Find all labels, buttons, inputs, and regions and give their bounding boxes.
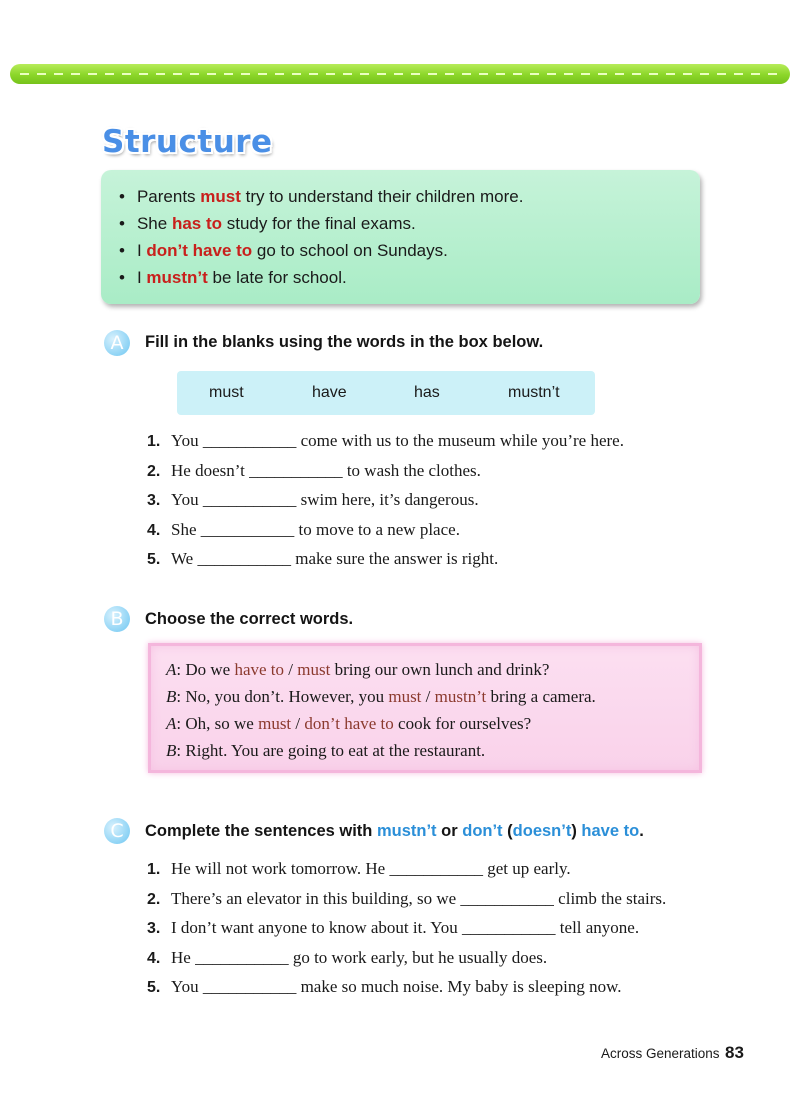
speaker-label: A xyxy=(166,714,177,733)
section-c-list xyxy=(147,859,666,1007)
structure-bullet: • Parents must try to understand their children more. xyxy=(119,183,700,210)
option-choice[interactable]: have to xyxy=(234,660,285,679)
page-number: 83 xyxy=(725,1043,744,1062)
speaker-label: A xyxy=(166,660,177,679)
list-item: 4. He ___________ go to work early, but he usually does. xyxy=(147,947,548,967)
dialog-line: B: No, you don’t. However, you must / mustn’t bring a camera. xyxy=(166,687,596,706)
section-c-badge: C xyxy=(104,818,130,844)
structure-keyword: don’t have to xyxy=(146,241,253,260)
answer-blank[interactable]: ___________ xyxy=(197,549,291,568)
option-choice[interactable]: must xyxy=(258,714,292,733)
dialog-line: A: Do we have to / must bring our own lunch and drink? xyxy=(166,660,550,679)
section-a-instruction: Fill in the blanks using the words in the box below. xyxy=(145,333,544,351)
decorative-green-stripe xyxy=(10,64,790,84)
answer-blank[interactable]: ___________ xyxy=(389,859,483,878)
option-choice[interactable]: must xyxy=(388,687,422,706)
speaker-label: B xyxy=(166,741,177,760)
structure-bullet: • I mustn’t be late for school. xyxy=(119,264,700,291)
footer-title: Across Generations xyxy=(601,1046,720,1061)
word-box-item: mustn’t xyxy=(508,384,560,401)
answer-blank[interactable]: ___________ xyxy=(460,888,554,908)
list-item: 2. He doesn’t ___________ to wash the clothes. xyxy=(147,460,481,480)
speaker-label: B xyxy=(166,687,177,706)
answer-blank[interactable]: ___________ xyxy=(202,431,297,450)
word-box xyxy=(177,371,595,415)
answer-blank[interactable]: ___________ xyxy=(462,918,556,937)
answer-blank[interactable]: ___________ xyxy=(200,519,295,539)
keyword: mustn’t xyxy=(376,822,437,840)
option-choice[interactable]: must xyxy=(297,660,331,679)
section-title: Structure xyxy=(102,124,273,160)
dialog-box xyxy=(148,643,702,773)
structure-bullet: • She has to study for the final exams. xyxy=(119,210,700,237)
list-item: 3. You ___________ swim here, it’s dangerous. xyxy=(147,490,479,509)
list-item: 5. You ___________ make so much noise. My baby is sleeping now. xyxy=(147,977,622,996)
word-box-item: must xyxy=(209,384,244,401)
keyword: have to xyxy=(581,822,640,840)
structure-keyword: mustn’t xyxy=(146,268,208,287)
answer-blank[interactable]: ___________ xyxy=(249,460,343,480)
word-box-item: have xyxy=(312,384,347,401)
answer-blank[interactable]: ___________ xyxy=(202,977,297,996)
list-item: 3. I don’t want anyone to know about it. You ___________ tell anyone. xyxy=(147,918,640,937)
section-c-instruction: Complete the sentences with mustn’t or don’t (doesn’t) have to. xyxy=(145,822,644,840)
keyword: don’t xyxy=(462,822,503,840)
dialog-line: B: Right. You are going to eat at the restaurant. xyxy=(166,741,486,760)
structure-box xyxy=(101,170,700,304)
section-b-instruction: Choose the correct words. xyxy=(145,610,354,628)
list-item: 4. She ___________ to move to a new place. xyxy=(147,519,460,539)
answer-blank[interactable]: ___________ xyxy=(195,947,289,967)
structure-bullet: • I don’t have to go to school on Sundays. xyxy=(119,237,700,264)
word-box-item: has xyxy=(414,384,440,401)
structure-keyword: has to xyxy=(171,214,222,233)
option-choice[interactable]: don’t have to xyxy=(304,714,394,733)
list-item: 1. He will not work tomorrow. He ___________ get up early. xyxy=(147,859,571,878)
list-item: 2. There’s an elevator in this building, so we ___________ climb the stairs. xyxy=(147,888,667,908)
answer-blank[interactable]: ___________ xyxy=(202,490,297,509)
dialog-line: A: Oh, so we must / don’t have to cook for ourselves? xyxy=(166,714,532,733)
option-choice[interactable]: mustn’t xyxy=(434,687,487,706)
list-item: 1. You ___________ come with us to the museum while you’re here. xyxy=(147,431,624,450)
structure-list xyxy=(101,170,700,291)
structure-keyword: must xyxy=(200,187,241,206)
list-item: 5. We ___________ make sure the answer is right. xyxy=(147,549,499,568)
section-a-badge: A xyxy=(104,330,130,356)
section-b-badge: B xyxy=(104,606,130,632)
section-a-list xyxy=(147,431,624,579)
keyword: doesn’t xyxy=(512,822,572,840)
